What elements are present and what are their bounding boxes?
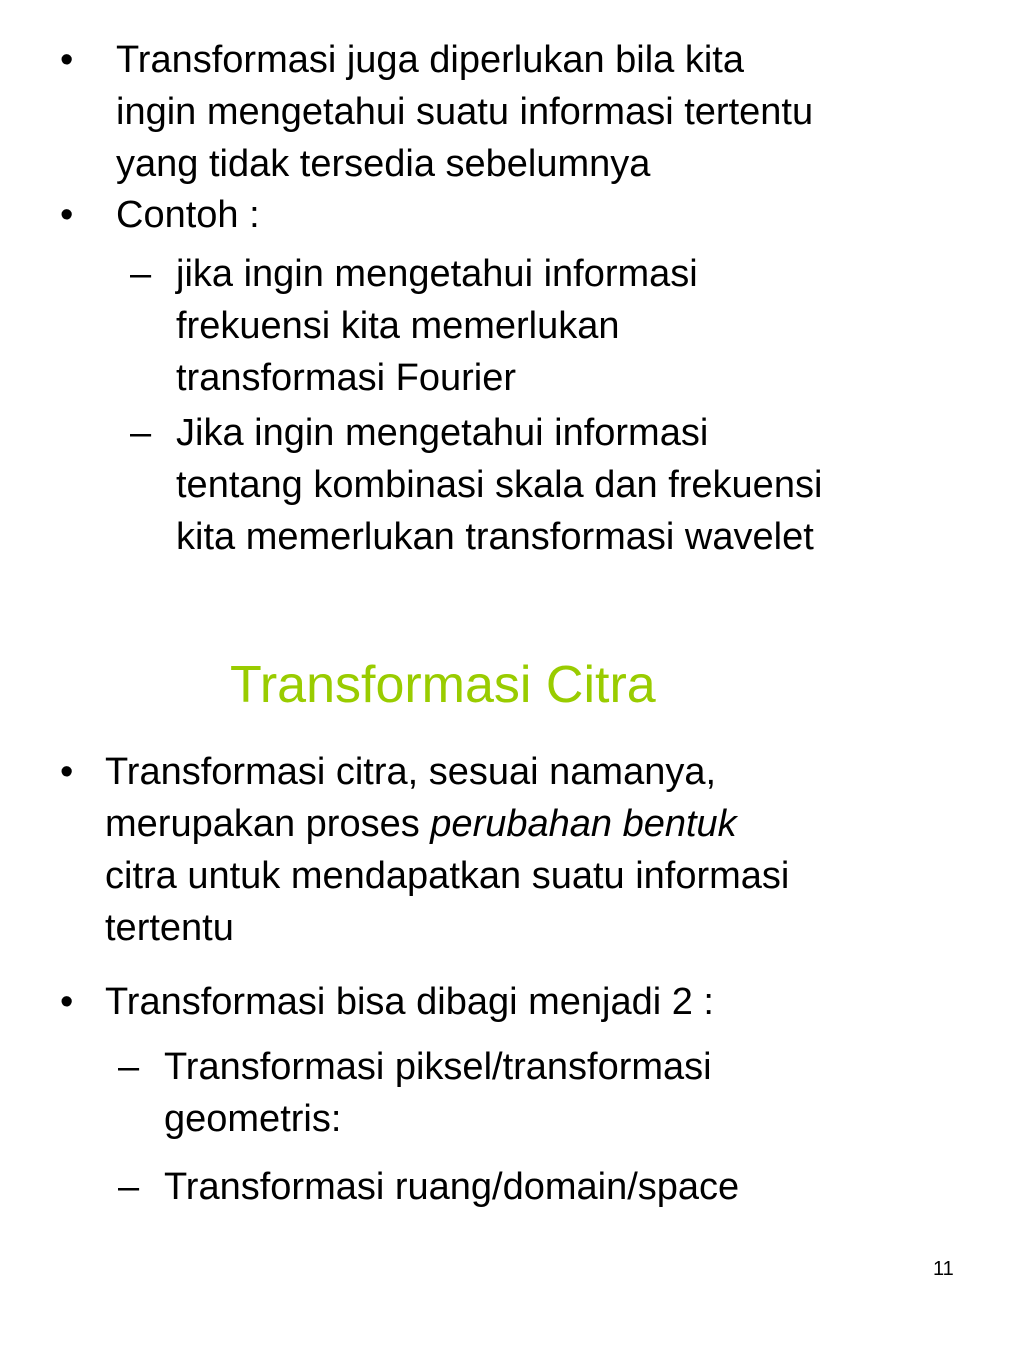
bottom-bullet-1 xyxy=(60,746,789,954)
top-sub-2-line-1: Jika ingin mengetahui informasi xyxy=(176,412,709,454)
bottom-sub-1-line-2: geometris: xyxy=(164,1098,342,1140)
dash-marker: – xyxy=(130,253,152,295)
top-sub-1-line-2: frekuensi kita memerlukan xyxy=(176,305,620,347)
dash-marker: – xyxy=(130,412,152,454)
bottom-bullet-1-line-3: citra untuk mendapatkan suatu informasi xyxy=(105,855,790,897)
emphasis-text: perubahan bentuk xyxy=(430,803,737,845)
top-sub-1-line-3: transformasi Fourier xyxy=(176,357,516,399)
bullet-marker: • xyxy=(60,39,74,81)
top-sub-1-line-1: jika ingin mengetahui informasi xyxy=(176,253,698,295)
bottom-bullet-1-line-2 xyxy=(105,798,789,850)
bullet-marker: • xyxy=(60,194,74,236)
page-number: 11 xyxy=(933,1258,954,1280)
bottom-sub-1-line-1: Transformasi piksel/transformasi xyxy=(164,1046,712,1088)
bullet-marker: • xyxy=(60,751,74,793)
bottom-sub-bullet-1 xyxy=(118,1041,712,1145)
top-sub-bullet-1 xyxy=(130,248,698,404)
top-bullet-1 xyxy=(60,34,813,190)
top-sub-bullet-2 xyxy=(130,407,822,563)
bottom-sub-2-text: Transformasi ruang/domain/space xyxy=(164,1166,740,1208)
bottom-sub-bullet-2 xyxy=(118,1161,739,1213)
top-sub-2-line-2: tentang kombinasi skala dan frekuensi xyxy=(176,464,823,506)
slide-title: Transformasi Citra xyxy=(230,656,656,714)
top-bullet-1-line-3: yang tidak tersedia sebelumnya xyxy=(116,143,651,185)
bottom-bullet-1-line-4: tertentu xyxy=(105,907,234,949)
bullet-marker: • xyxy=(60,981,74,1023)
top-bullet-2 xyxy=(60,189,260,241)
bottom-bullet-2 xyxy=(60,976,714,1028)
dash-marker: – xyxy=(118,1046,140,1088)
top-bullet-1-line-1: Transformasi juga diperlukan bila kita xyxy=(116,39,745,81)
top-bullet-1-line-2: ingin mengetahui suatu informasi tertentu xyxy=(116,91,814,133)
bottom-bullet-1-line-1: Transformasi citra, sesuai namanya, xyxy=(105,751,717,793)
top-sub-2-line-3: kita memerlukan transformasi wavelet xyxy=(176,516,814,558)
dash-marker: – xyxy=(118,1166,140,1208)
bottom-bullet-2-text: Transformasi bisa dibagi menjadi 2 : xyxy=(105,981,714,1023)
top-bullet-2-text: Contoh : xyxy=(116,194,260,236)
line-2-prefix: merupakan proses xyxy=(105,803,431,845)
